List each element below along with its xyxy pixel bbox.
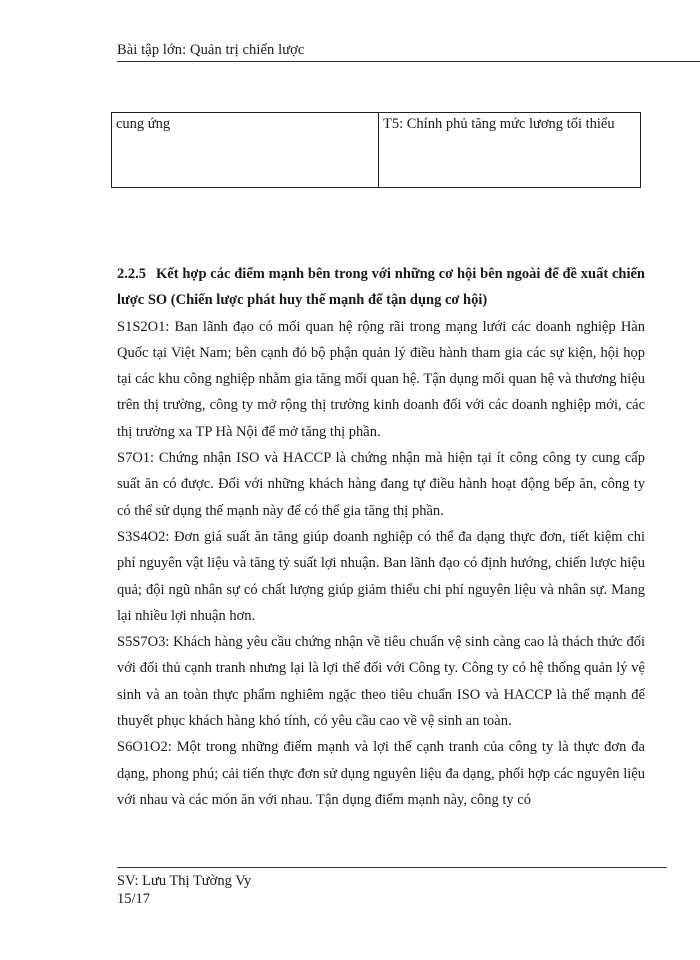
paragraph-s7o1: S7O1: Chứng nhận ISO và HACCP là chứng nhận mà hiện tại ít công công ty cung cấp suất ăn có được. Đối với những khách hàng đang tự điều hành hoạt động bếp ăn, công ty có thể sử dụng thế mạnh này để có thể gia tăng thị phần.: [117, 450, 645, 519]
paragraph-s1s2o1: S1S2O1: Ban lãnh đạo có mối quan hệ rộng rãi trong mạng lưới các doanh nghiệp Hàn Quốc tại Việt Nam; bên cạnh đó bộ phận quản lý điều hành tham gia các sự kiện, hội họp tại các khu công nghiệp nhằm gia tăng mối quan hệ. Tận dụng mối quan hệ và thương hiệu trên thị trường, công ty mở rộng thị trường kinh doanh đối với các doanh nghiệp mới, các thị trường xa TP Hà Nội để mở tăng thị phần.: [117, 318, 645, 440]
section-heading-text: Kết hợp các điểm mạnh bên trong với những cơ hội bên ngoài để đề xuất chiến lược SO (Chiến lược phát huy thế mạnh để tận dụng cơ hội): [117, 266, 645, 309]
main-content: [117, 261, 645, 813]
continued-table: [111, 112, 641, 188]
paragraph-s5s7o3: S5S7O3: Khách hàng yêu cầu chứng nhận về tiêu chuẩn vệ sinh càng cao là thách thức đối với đối thủ cạnh tranh nhưng lại là lợi thế đối với Công ty. Công ty có hệ thống quản lý vệ sinh và an toàn thực phẩm nghiêm ngặc theo tiêu chuẩn ISO và HACCP là thế mạnh để thuyết phục khách hàng khó tính, có yêu cầu cao về vệ sinh an toàn.: [117, 634, 645, 730]
table-row: [112, 113, 641, 188]
page-header-title: Bài tập lớn: Quản trị chiến lược: [117, 42, 305, 58]
page-footer: [117, 872, 251, 908]
footer-student-name: SV: Lưu Thị Tường Vy: [117, 873, 252, 889]
section-heading: [117, 261, 645, 314]
paragraph-s6o1o2: S6O1O2: Một trong những điểm mạnh và lợi thế cạnh tranh của công ty là thực đơn đa dạng, phong phú; cải tiến thực đơn sử dụng nguyên liệu đa dạng, phối hợp các nguyên liệu với nhau và các món ăn với nhau. Tận dụng điểm mạnh này, công ty có: [117, 739, 645, 808]
table-cell-right: T5: Chính phủ tăng mức lương tối thiểu: [379, 113, 641, 188]
table-cell-left: cung ứng: [112, 113, 379, 188]
paragraph-s3s4o2: S3S4O2: Đơn giá suất ăn tăng giúp doanh nghiệp có thể đa dạng thực đơn, tiết kiệm chi phí nguyên vật liệu và tăng tỷ suất lợi nhuận. Ban lãnh đạo có định hướng, chiến lược hiệu quả; đội ngũ nhân sự có chất lượng giúp giảm thiểu chi phí nguyên liệu và nhân sự. Mang lại nhiều lợi nhuận hơn.: [117, 528, 645, 624]
header-divider: [117, 61, 700, 62]
footer-divider: [117, 867, 667, 868]
section-number: 2.2.5: [117, 266, 146, 282]
footer-page-number: 15/17: [117, 891, 151, 907]
